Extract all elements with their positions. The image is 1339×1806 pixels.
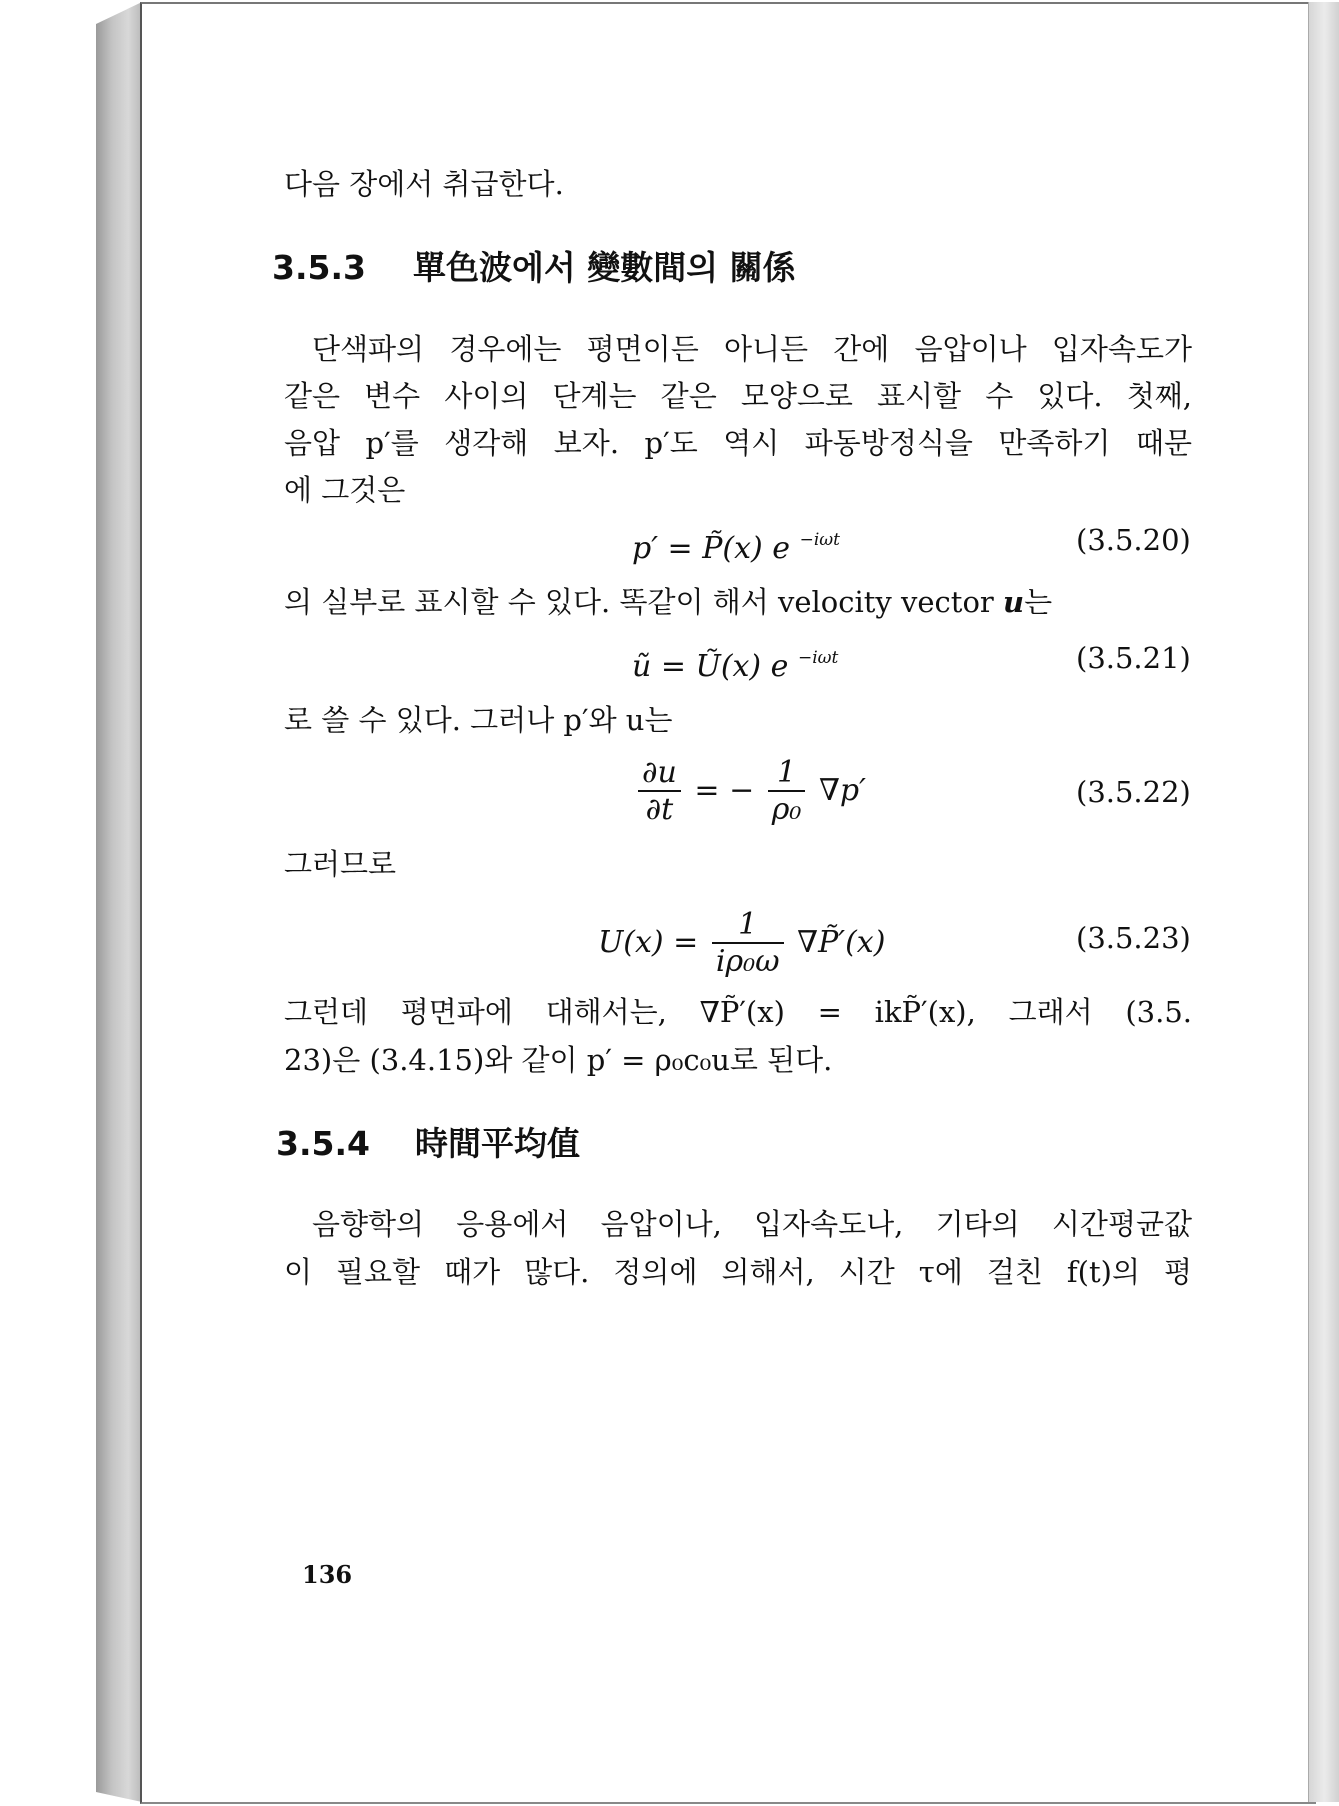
section-heading-3-5-4 — [276, 1122, 580, 1166]
equation-exponent: −iωt — [799, 530, 840, 550]
section-title: 單色波에서 變數間의 關係 — [412, 248, 796, 287]
paragraph-line: 음향학의 응용에서 음압이나, 입자속도나, 기타의 시간평균값 — [312, 1207, 1192, 1241]
paragraph-line: 같은 변수 사이의 단계는 같은 모양으로 표시할 수 있다. 첫째, — [284, 379, 1192, 413]
paragraph-line: 그런데 평면파에 대해서는, ∇P̃′(x) = ikP̃′(x), 그래서 (3.5. — [284, 995, 1192, 1029]
book-page — [140, 2, 1316, 1804]
paragraph-line: 23)은 (3.4.15)와 같이 p′ = ρ₀c₀u로 된다. — [284, 1043, 833, 1077]
paragraph-text: 는 — [1024, 585, 1053, 619]
paragraph-line: 이 필요할 때가 많다. 정의에 의해서, 시간 τ에 걸친 f(t)의 평 — [284, 1255, 1192, 1289]
equation-lhs: ũ = Ũ(x) e — [632, 649, 789, 684]
section-number: 3.5.4 — [276, 1124, 370, 1163]
fraction: $\frac{1}{\text{iρ₀ω}}$ — [712, 908, 784, 980]
equation-3-5-22: $\frac{\partial u}{\partial t}$ = − $\frac{1}{\text{ρ₀}}$ ∇p′ — [634, 756, 866, 828]
paragraph-line — [284, 582, 1052, 622]
section-heading-3-5-3 — [272, 246, 796, 290]
paragraph-line: 에 그것은 — [284, 473, 406, 507]
equation-3-5-23: U(x) = $\frac{1}{\text{iρ₀ω}}$ ∇P̃′(x) — [598, 907, 886, 979]
section-title: 時間平均值 — [414, 1124, 580, 1163]
page-edge — [1308, 2, 1339, 1802]
equation-number: (3.5.20) — [1076, 523, 1191, 557]
equation-number: (3.5.21) — [1076, 641, 1191, 675]
paragraph-line: 음압 p′를 생각해 보자. p′도 역시 파동방정식을 만족하기 때문 — [284, 426, 1192, 460]
variable-u: u — [1003, 585, 1025, 619]
fraction: $\frac{1}{\text{ρ₀}}$ — [768, 756, 806, 828]
equation-lhs: p′ = P̃(x) e — [632, 531, 791, 566]
fraction: $\frac{\partial u}{\partial t}$ — [638, 756, 681, 828]
paragraph-text: 의 실부로 표시할 수 있다. 똑같이 해서 velocity vector — [284, 585, 1003, 619]
paragraph-line: 그러므로 — [284, 847, 397, 881]
paragraph-line: 단색파의 경우에는 평면이든 아니든 간에 음압이나 입자속도가 — [312, 332, 1192, 366]
text-line-continuation: 다음 장에서 취급한다. — [284, 167, 564, 201]
section-number: 3.5.3 — [272, 248, 366, 287]
page-text — [142, 4, 1316, 1802]
equation-exponent: −iωt — [797, 648, 839, 668]
page-number: 136 — [302, 1560, 353, 1589]
equation-3-5-20 — [632, 520, 840, 569]
paragraph-line: 로 쓸 수 있다. 그러나 p′와 u는 — [284, 703, 673, 737]
book-spine — [96, 2, 142, 1802]
equation-number: (3.5.23) — [1076, 921, 1191, 955]
equation-number: (3.5.22) — [1076, 775, 1191, 809]
equation-3-5-21 — [632, 638, 838, 687]
